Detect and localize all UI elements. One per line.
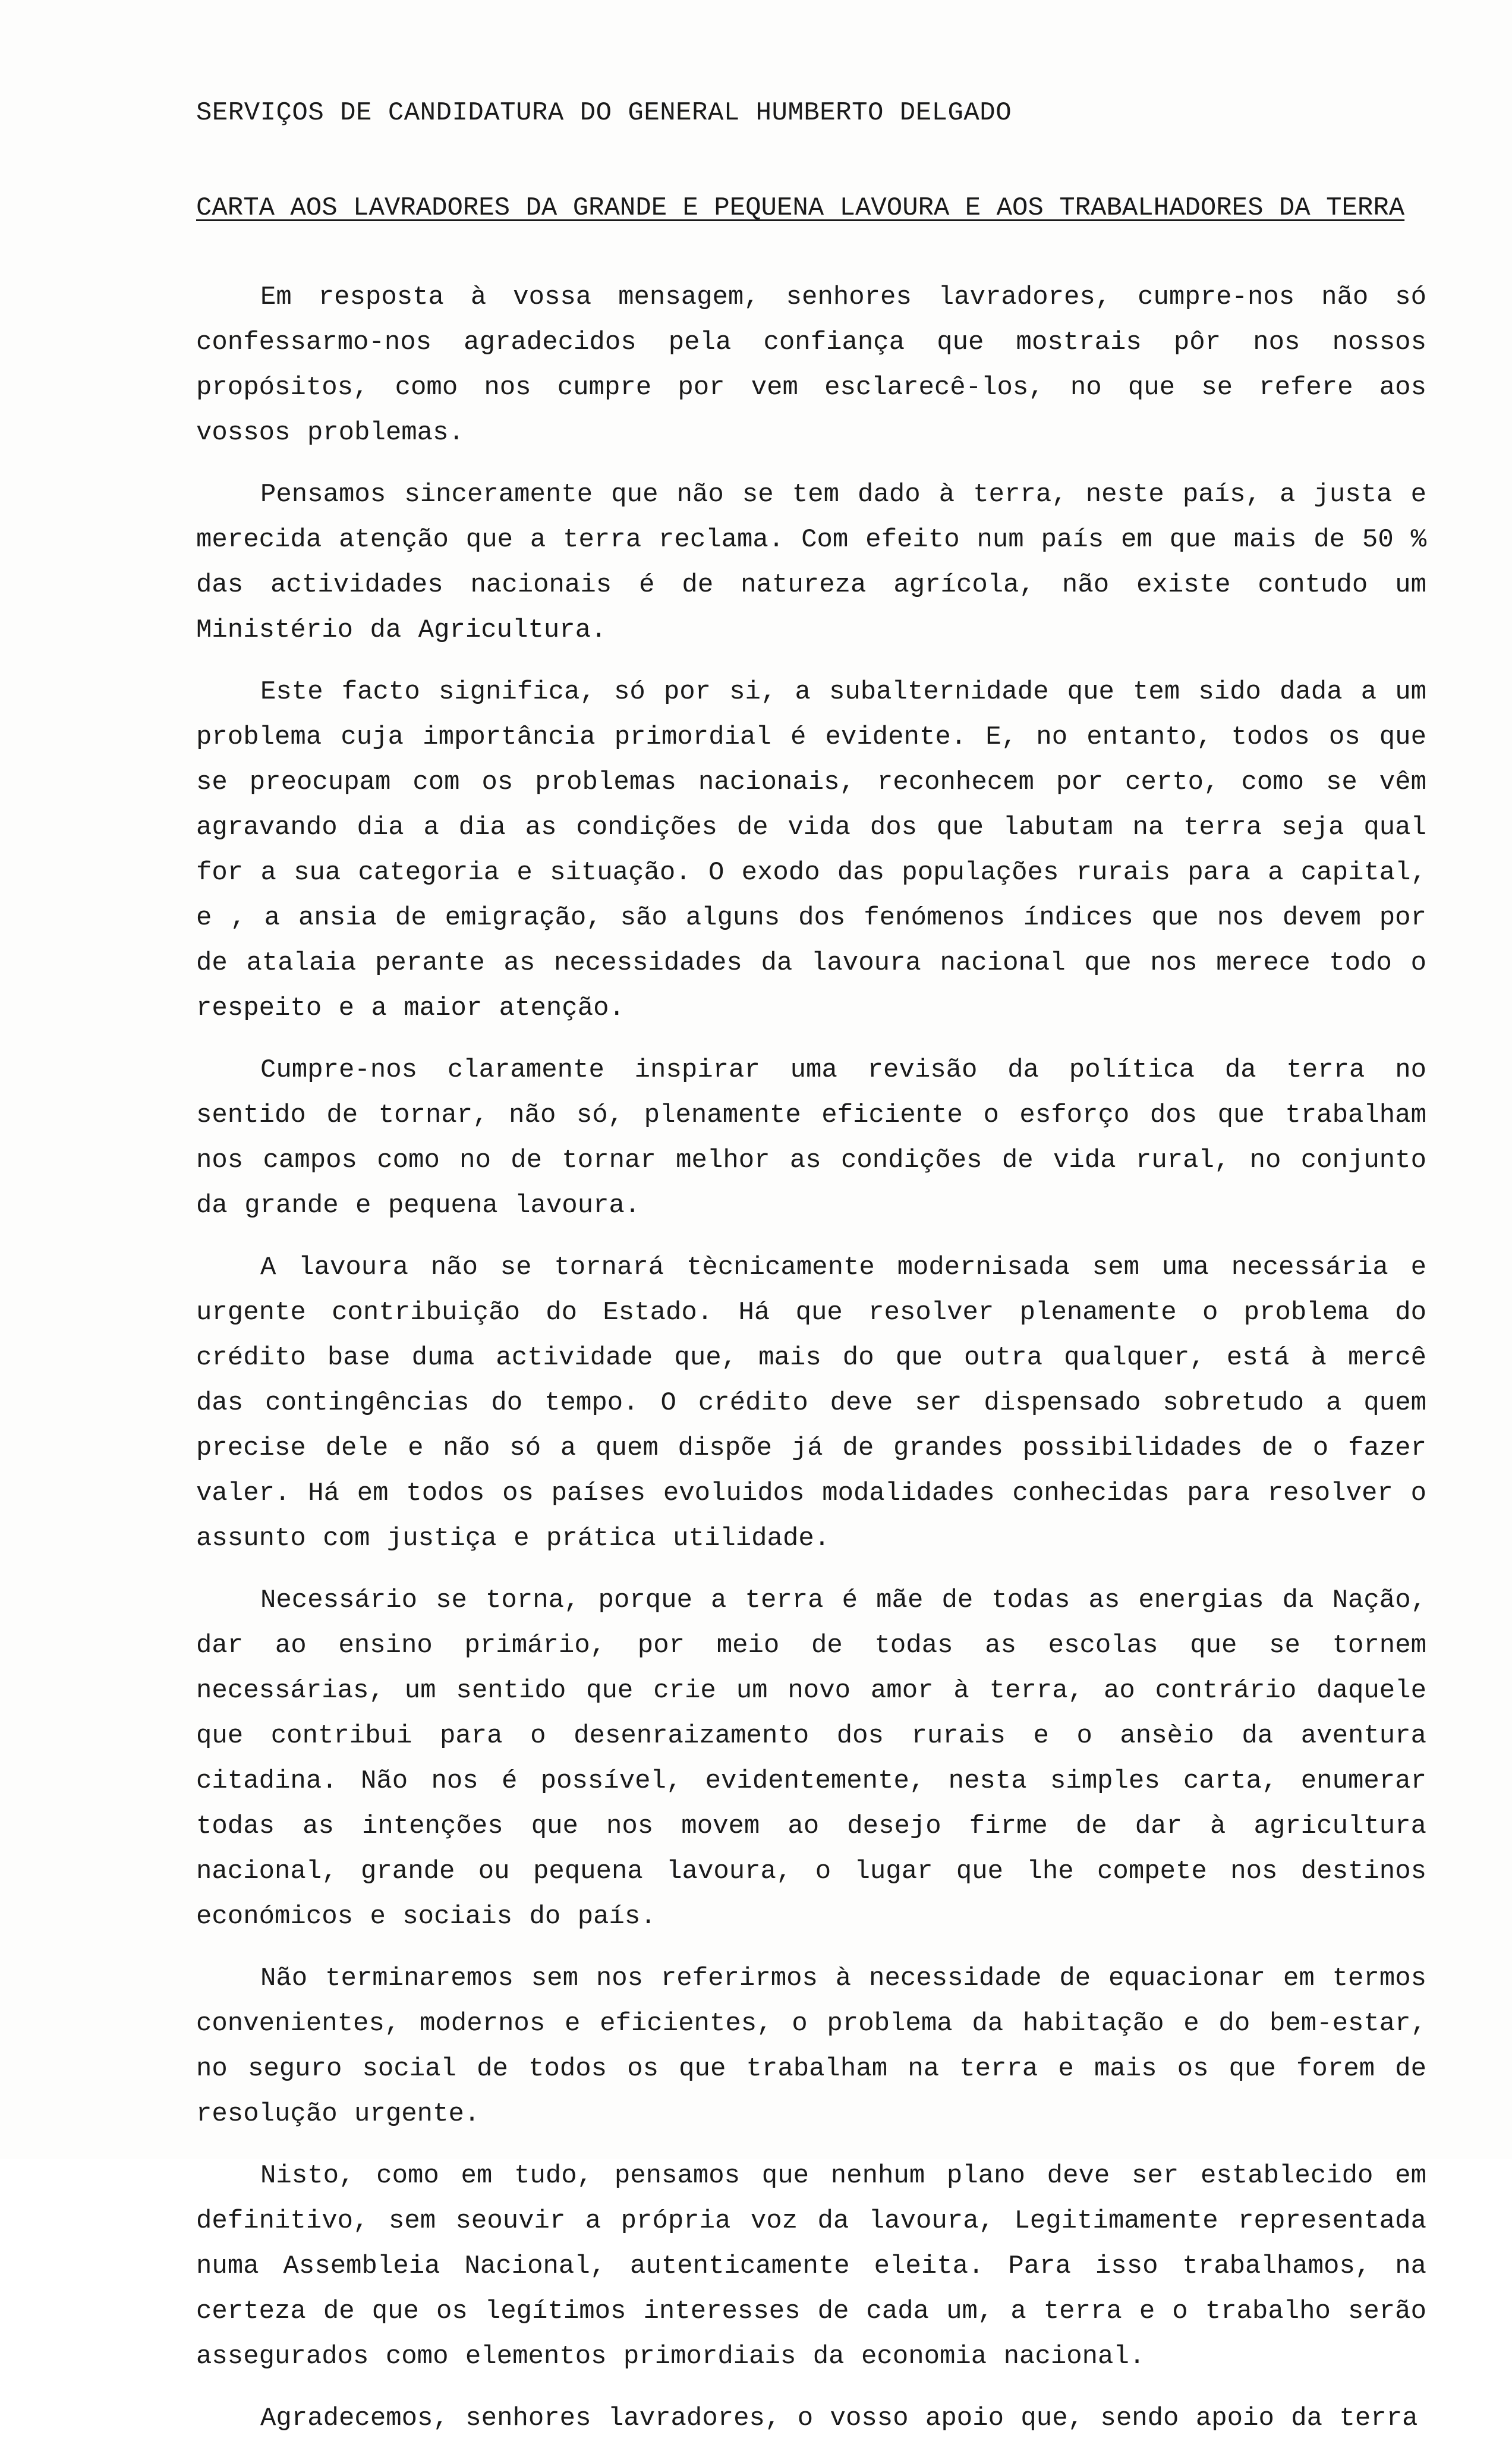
paragraph: Pensamos sinceramente que não se tem dado à terra, neste país, a justa e merecida atenção que a terra reclama. Com efeito num país em que mais de 50 % das actividades nacionais é de natureza agrícola, não existe contudo um Ministério da Agricultura. bbox=[196, 480, 1426, 645]
document-title: CARTA AOS LAVRADORES DA GRANDE E PEQUENA LAVOURA E AOS TRABALHADORES DA TERRA bbox=[196, 193, 1405, 223]
paragraph: A lavoura não se tornará tècnicamente modernisada sem uma necessária e urgente contribuição do Estado. Há que resolver plenamente o problema do crédito base duma actividade que, mais do que outra qualquer, está à mercê das contingências do tempo. O crédito deve ser dispensado sobretudo a quem precise dele e não só a quem dispõe já de grandes possibilidades de o fazer valer. Há em todos os países evoluidos modalidades conhecidas para resolver o assunto com justiça e prática utilidade. bbox=[196, 1253, 1426, 1553]
paragraph: Este facto significa, só por si, a subalternidade que tem sido dada a um problema cuja importância primordial é evidente. E, no entanto, todos os que se preocupam com os problemas nacionais, reconhecem por certo, como se vêm agravando dia a dia as condições de vida dos que labutam na terra seja qual for a sua categoria e situação. O exodo das populações rurais para a capital, e , a ansia de emigração, são alguns dos fenómenos índices que nos devem por de atalaia perante as necessidades da lavoura nacional que nos merece todo o respeito e a maior atenção. bbox=[196, 677, 1426, 1023]
paragraph: Agradecemos, senhores lavradores, o vosso apoio que, sendo apoio da terra bbox=[260, 2404, 1418, 2433]
document-header: SERVIÇOS DE CANDIDATURA DO GENERAL HUMBERTO DELGADO bbox=[196, 98, 1012, 128]
paragraph: Em resposta à vossa mensagem, senhores lavradores, cumpre-nos não só confessarmo-nos agradecidos pela confiança que mostrais pôr nos nossos propósitos, como nos cumpre por vem esclarecê-los, no que se refere aos vossos problemas. bbox=[196, 282, 1426, 448]
paragraph: Necessário se torna, porque a terra é mãe de todas as energias da Nação, dar ao ensino primário, por meio de todas as escolas que se tornem necessárias, um sentido que crie um novo amor à terra, ao contrário daquele que contribui para o desenraizamento dos rurais e o ansèio da aventura citadina. Não nos é possível, evidentemente, nesta simples carta, enumerar todas as intenções que nos movem ao desejo firme de dar à agricultura nacional, grande ou pequena lavoura, o lugar que lhe compete nos destinos económicos e sociais do país. bbox=[196, 1586, 1426, 1932]
paragraph: Não terminaremos sem nos referirmos à necessidade de equacionar em termos convenientes, modernos e eficientes, o problema da habitação e do bem-estar, no seguro social de todos os que trabalham na terra e mais os que forem de resolução urgente. bbox=[196, 1964, 1426, 2129]
letter-body bbox=[196, 275, 1426, 2441]
paragraph: Cumpre-nos claramente inspirar uma revisão da política da terra no sentido de tornar, não só, plenamente eficiente o esforço dos que trabalham nos campos como no de tornar melhor as condições de vida rural, no conjunto da grande e pequena lavoura. bbox=[196, 1055, 1426, 1220]
paragraph: Nisto, como em tudo, pensamos que nenhum plano deve ser establecido em definitivo, sem seouvir a própria voz da lavoura, Legitimamente representada numa Assembleia Nacional, autenticamente eleita. Para isso trabalhamos, na certeza de que os legítimos interesses de cada um, a terra e o trabalho serão assegurados como elementos primordiais da economia nacional. bbox=[196, 2161, 1426, 2371]
